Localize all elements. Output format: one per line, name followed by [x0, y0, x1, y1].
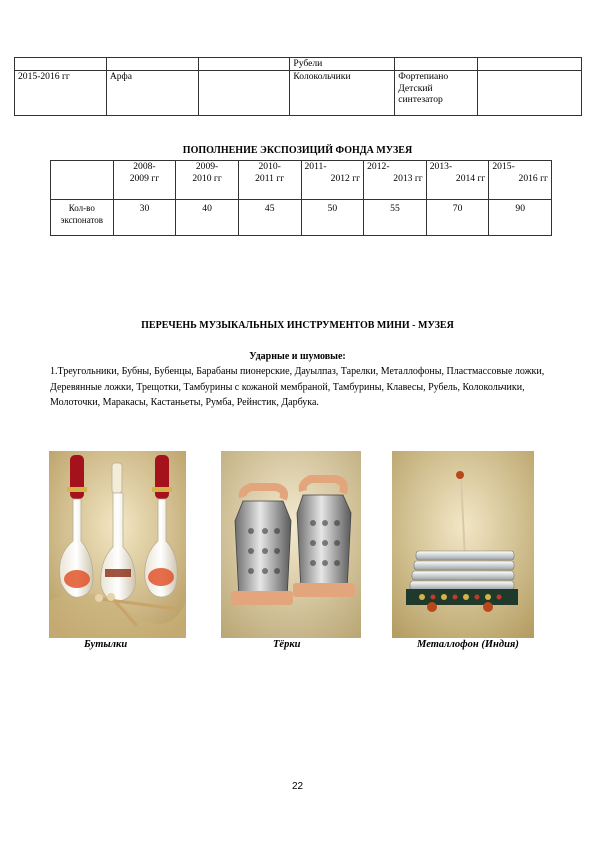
table-row — [15, 71, 582, 116]
year-start: 2013- — [429, 161, 453, 172]
metallophone-image — [392, 451, 534, 638]
year-end: 2012 гг — [330, 172, 361, 184]
year-end: 2016 гг — [518, 172, 548, 184]
table-cell — [51, 161, 114, 200]
bottles-caption: Бутылки — [84, 639, 128, 650]
bottles-image — [49, 451, 186, 638]
table-cell — [15, 58, 107, 71]
year-end: 2014 гг — [455, 172, 486, 184]
count-cell: 50 — [301, 200, 364, 236]
table-row — [15, 58, 582, 71]
year-start: 2012- — [367, 161, 390, 172]
page-number: 22 — [291, 781, 304, 792]
year-start: 2009- — [195, 161, 219, 172]
instrument-list-title: ПЕРЕЧЕНЬ МУЗЫКАЛЬНЫХ ИНСТРУМЕНТОВ МИНИ - МУЗЕЯ — [141, 320, 454, 331]
table-cell: Фортепиано Детский синтезатор — [395, 71, 478, 116]
year-cell — [426, 161, 489, 200]
table-cell — [478, 58, 582, 71]
instrument-category-title: Ударные и шумовые: — [249, 351, 346, 362]
table-cell: Колокольчики — [290, 71, 395, 116]
year-cell — [113, 161, 176, 200]
year-cell — [301, 161, 364, 200]
year-end: 2013 гг — [393, 172, 423, 184]
year-end: 2009 гг — [129, 172, 160, 184]
table-row — [51, 161, 552, 200]
table-cell — [198, 71, 290, 116]
table-cell: Рубели — [290, 58, 395, 71]
museum-table — [50, 160, 552, 236]
table-cell — [478, 71, 582, 116]
year-end: 2011 гг — [255, 172, 285, 184]
count-cell: 90 — [489, 200, 552, 236]
table-cell — [106, 58, 198, 71]
graters-photo — [221, 451, 361, 638]
year-cell — [238, 161, 301, 200]
museum-table-title: ПОПОЛНЕНИЕ ЭКСПОЗИЦИЙ ФОНДА МУЗЕЯ — [182, 145, 413, 156]
table-cell: 2015-2016 гг — [15, 71, 107, 116]
graters-image — [221, 451, 361, 638]
count-cell: 45 — [238, 200, 301, 236]
year-cell — [176, 161, 239, 200]
metallophone-photo — [392, 451, 534, 638]
count-cell: 40 — [176, 200, 239, 236]
instrument-list-text: 1.Треугольники, Бубны, Бубенцы, Барабаны пионерские, Дауылпаз, Тарелки, Металлофоны, Пластмассовые ложки, Деревянные ложки, Трещотки, Тамбурины с кожаной мембраной, Тамбурины, Клавесы, Рубель, Колокольчики, Молоточки, Маракасы, Кастаньеты, Румба, Рейнстик, Дарбука. — [50, 366, 545, 408]
bottles-photo — [49, 451, 186, 638]
count-label: Кол-во экспонатов — [51, 200, 114, 236]
table-cell — [198, 58, 290, 71]
year-start: 2010- — [258, 161, 281, 172]
year-start: 2011- — [304, 161, 327, 172]
top-table — [14, 57, 582, 116]
count-cell: 30 — [113, 200, 176, 236]
count-cell: 55 — [364, 200, 427, 236]
metallophone-caption: Металлофон (Индия) — [417, 639, 519, 650]
count-cell: 70 — [426, 200, 489, 236]
table-cell: Арфа — [106, 71, 198, 116]
year-cell — [364, 161, 427, 200]
year-start: 2008- — [133, 161, 156, 172]
year-cell — [489, 161, 552, 200]
table-row — [51, 200, 552, 236]
table-cell — [395, 58, 478, 71]
year-start: 2015- — [492, 161, 515, 172]
graters-caption: Тёрки — [273, 639, 301, 650]
year-end: 2010 гг — [192, 172, 222, 184]
